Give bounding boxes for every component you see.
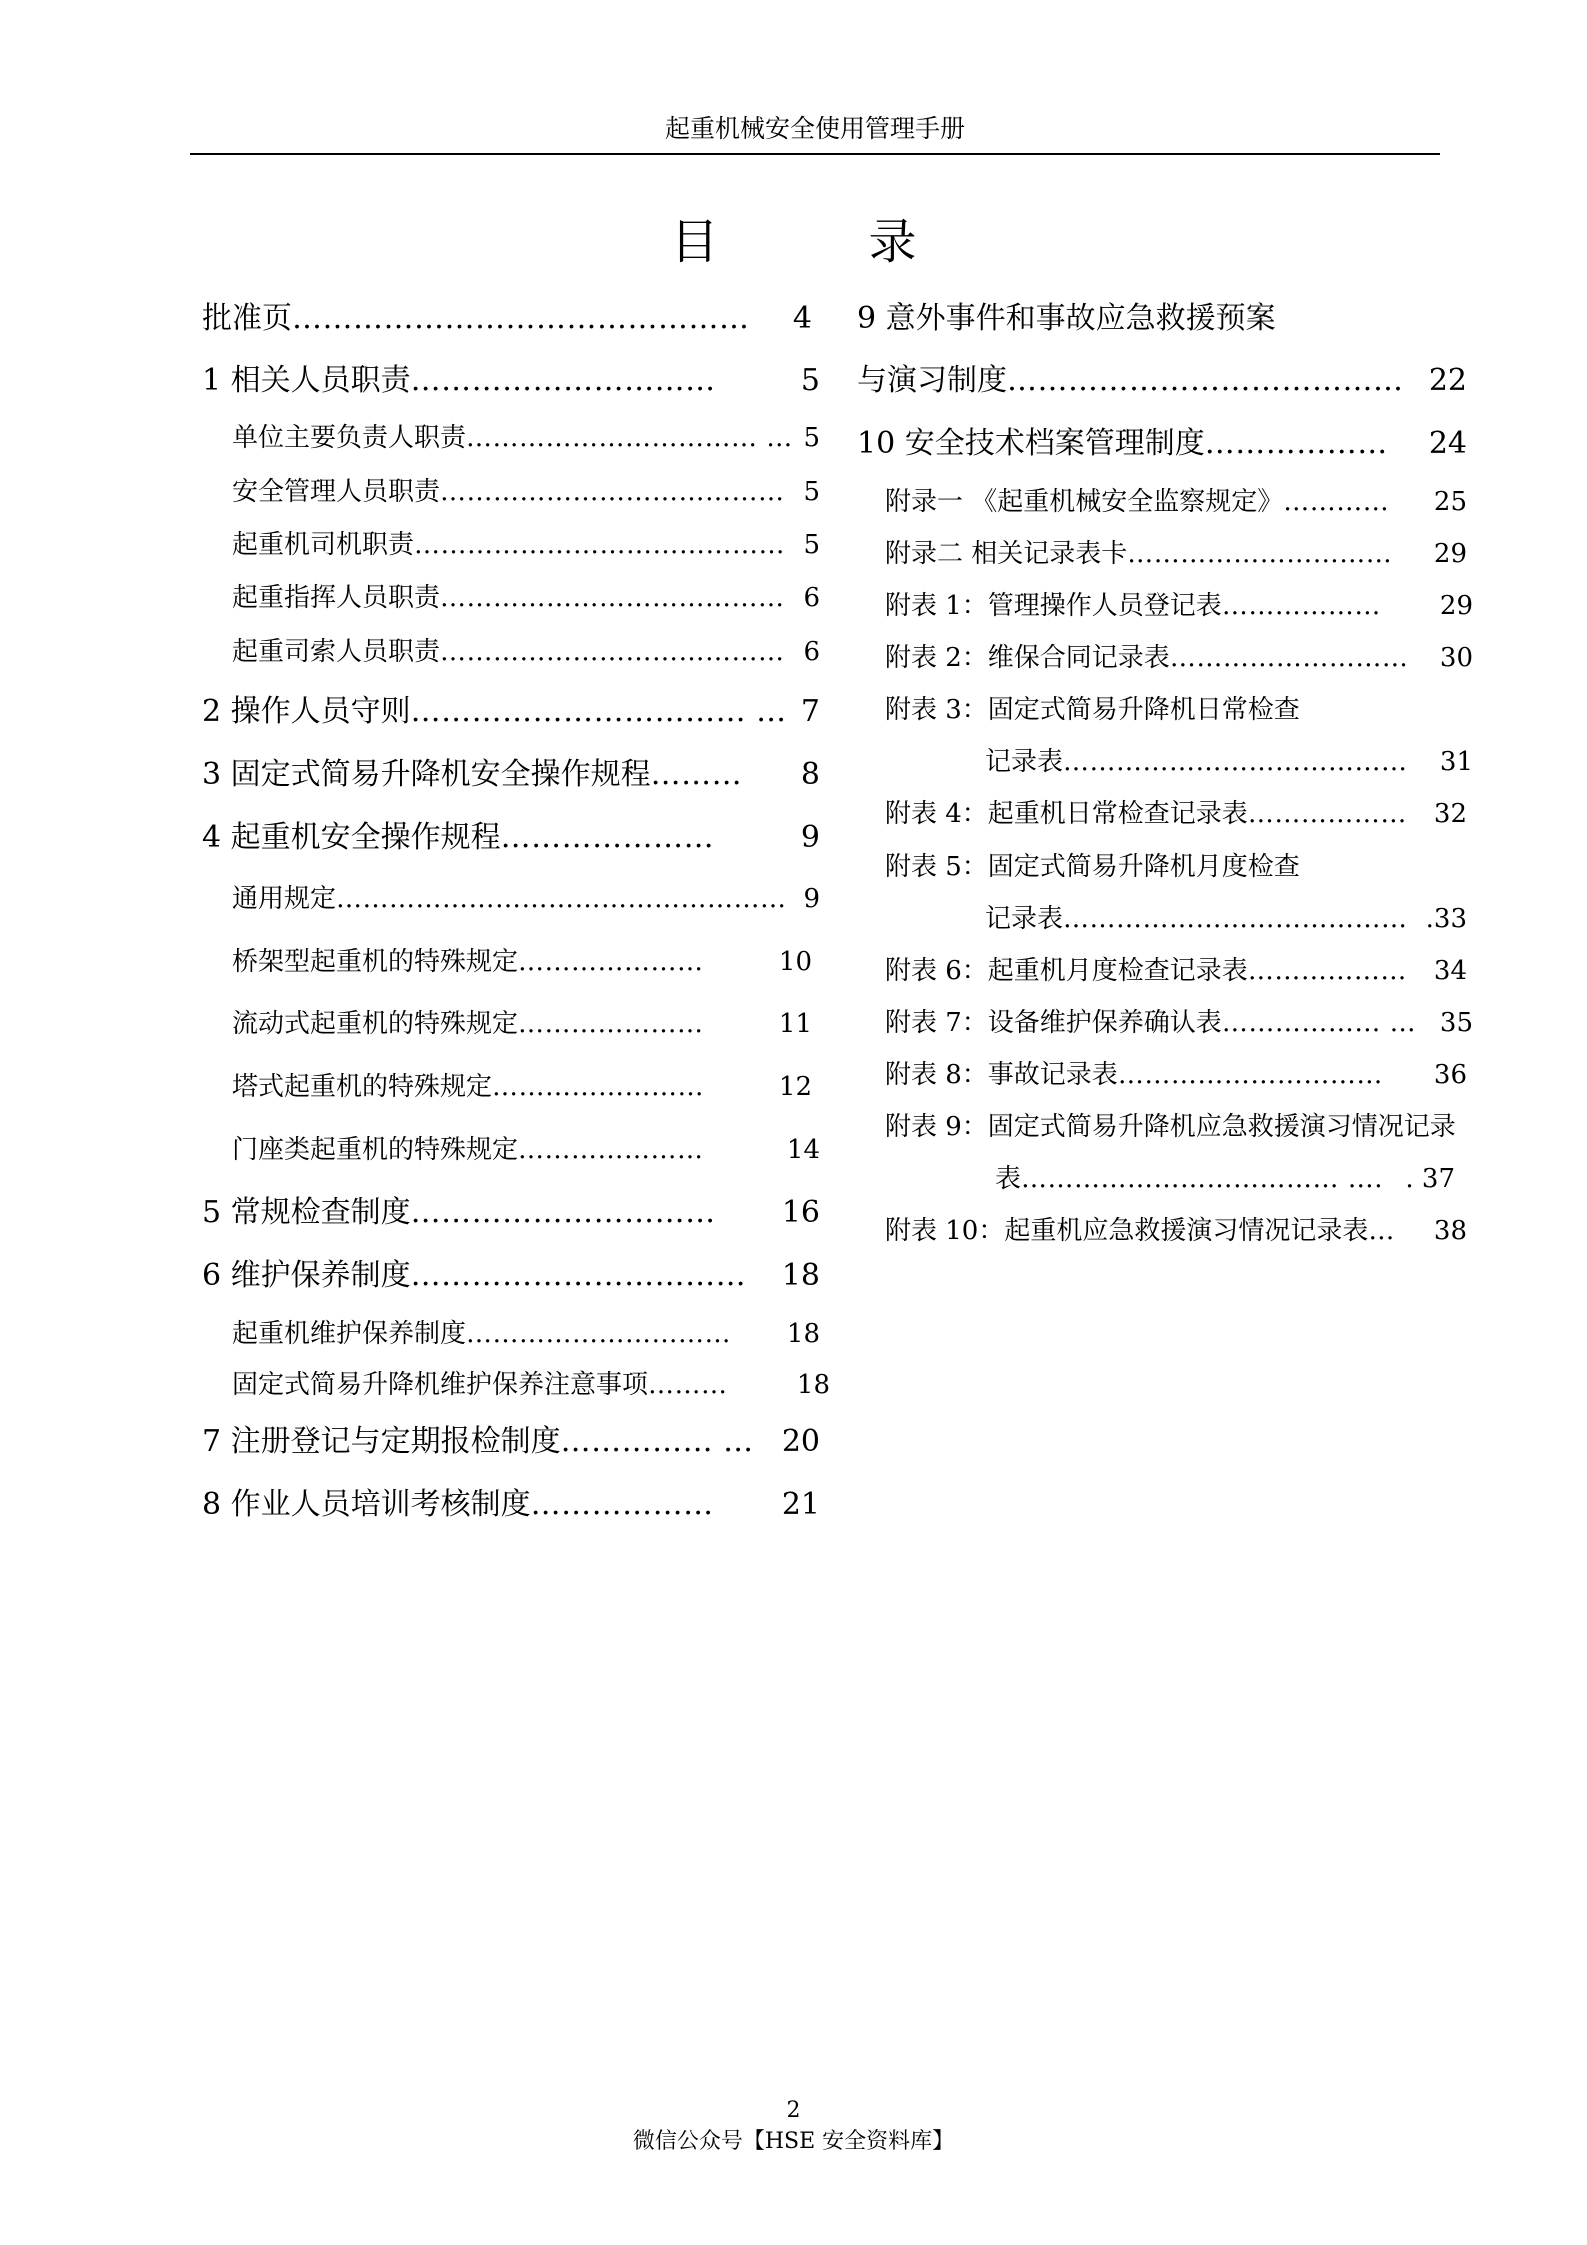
toc-entry-title: 9 意外事件和事故应急救援预案 [857, 301, 1276, 336]
toc-entry[interactable] [232, 1317, 820, 1351]
header-rule [190, 153, 1440, 155]
toc-entry-leader: ………………………………… [1063, 904, 1408, 934]
toc-entry-page: 31 [1439, 747, 1473, 777]
toc-entry[interactable] [885, 954, 1467, 988]
toc-entry-title: 6 维护保养制度 [202, 1258, 411, 1293]
toc-entry-title: 起重机维护保养制度 [232, 1319, 467, 1349]
toc-entry-title: 4 起重机安全操作规程 [202, 820, 501, 855]
running-header: 起重机械安全使用管理手册 [664, 114, 965, 143]
toc-entry-leader: ……………………………… …. [1021, 1164, 1384, 1194]
toc-entry-title: 附表 3：固定式简易升降机日常检查 [885, 695, 1300, 725]
toc-entry-leader: ………………… [518, 1135, 704, 1165]
toc-entry-title: 桥架型起重机的特殊规定 [232, 947, 519, 977]
toc-entry-title: 附表 10：起重机应急救援演习情况记录表 [885, 1216, 1369, 1246]
toc-entry-page: 36 [1433, 1060, 1467, 1090]
toc-entry[interactable] [232, 635, 820, 669]
toc-entry[interactable] [232, 1368, 830, 1402]
toc-entry[interactable] [232, 528, 820, 562]
toc-entry-leader: ……………… … [1221, 1008, 1417, 1038]
toc-entry-leader: …………………………… [410, 1258, 747, 1293]
toc-entry-title: 单位主要负责人职责 [232, 423, 467, 453]
toc-entry[interactable] [202, 1486, 820, 1524]
toc-entry-page: 16 [781, 1195, 820, 1230]
toc-entry-page: 6 [803, 583, 820, 613]
toc-entry-page: 9 [803, 884, 820, 914]
toc-entry-leader: ………………………… [1127, 539, 1393, 569]
toc-entry-title: 3 固定式简易升降机安全操作规程 [202, 757, 651, 792]
toc-entry-page: 18 [796, 1370, 830, 1400]
toc-entry-leader: …………………………… … [410, 694, 787, 729]
toc-entry[interactable] [885, 850, 1467, 884]
toc-entry-leader: ……………………………………… [292, 301, 750, 336]
toc-entry-title: 批准页 [202, 301, 292, 336]
toc-entry-leader: …………………………………… [414, 530, 786, 560]
toc-entry[interactable] [202, 1257, 820, 1295]
toc-entry-title: 附表 1：管理操作人员登记表 [885, 591, 1222, 621]
toc-entry-title: 附表 2：维保合同记录表 [885, 643, 1170, 673]
toc-entry[interactable] [885, 1058, 1467, 1092]
toc-entry[interactable] [202, 756, 820, 794]
toc-entry[interactable] [885, 1006, 1473, 1040]
toc-entry-leader: ……… [648, 1370, 728, 1400]
toc-entry-leader: ………………………… [466, 1319, 732, 1349]
toc-entry-leader: ………………… [518, 1009, 704, 1039]
toc-entry-title: 流动式起重机的特殊规定 [232, 1009, 519, 1039]
toc-entry-title: 通用规定 [232, 884, 337, 914]
toc-entry-page: 34 [1433, 956, 1467, 986]
toc-entry-title: 8 作业人员培训考核制度 [202, 1487, 531, 1522]
toc-entry-leader: ………………… [518, 947, 704, 977]
toc-entry[interactable] [885, 1214, 1467, 1248]
page-number: 2 [786, 2098, 801, 2123]
toc-entry-title: 起重指挥人员职责 [232, 583, 441, 613]
toc-entry-page: 10 [778, 947, 812, 977]
toc-entry-title: 表 [995, 1164, 1022, 1194]
toc-entry[interactable] [885, 693, 1467, 727]
toc-entry-leader: ………………………… [410, 1195, 716, 1230]
toc-entry-title: 附表 5：固定式简易升降机月度检查 [885, 852, 1300, 882]
toc-entry[interactable] [232, 882, 820, 916]
toc-entry-page: 9 [800, 820, 820, 855]
toc-entry-leader: ………………………… [1117, 1060, 1383, 1090]
toc-entry-page: 35 [1439, 1008, 1473, 1038]
toc-entry-page: 7 [800, 694, 820, 729]
toc-entry-leader: ………… [1283, 487, 1390, 517]
toc-entry[interactable] [202, 819, 820, 857]
toc-entry-page: .33 [1425, 904, 1467, 934]
toc-entry-title: 记录表 [985, 747, 1064, 777]
toc-entry-title: 10 安全技术档案管理制度 [857, 426, 1205, 461]
toc-entry-leader: ………………………………… [440, 637, 785, 667]
toc-entry[interactable] [202, 693, 820, 731]
toc-entry-title: 5 常规检查制度 [202, 1195, 411, 1230]
toc-entry-page: 22 [1428, 363, 1467, 398]
toc-entry-title: 附录二 相关记录表卡 [885, 539, 1128, 569]
toc-entry-leader: ………………………………… [1063, 747, 1408, 777]
toc-entry-title: 与演习制度 [857, 363, 1007, 398]
toc-entry[interactable] [232, 945, 812, 979]
toc-entry-title: 起重机司机职责 [232, 530, 415, 560]
toc-entry-page: 6 [803, 637, 820, 667]
toc-entry-page: 5 [803, 477, 820, 507]
toc-entry-title: 附表 4：起重机日常检查记录表 [885, 799, 1248, 829]
toc-entry-leader: ………………………………… [440, 477, 785, 507]
toc-entry-page: 5 [800, 363, 820, 398]
toc-entry-page: 24 [1428, 426, 1467, 461]
toc-entry-leader: … [1368, 1216, 1395, 1246]
toc-entry-title: 附表 7：设备维护保养确认表 [885, 1008, 1222, 1038]
toc-entry-leader: ……………… [1247, 799, 1407, 829]
toc-entry[interactable] [885, 797, 1467, 831]
toc-entry-title: 附表 9：固定式简易升降机应急救援演习情况记录 [885, 1112, 1456, 1142]
toc-entry[interactable] [985, 745, 1473, 779]
toc-entry-page: 14 [786, 1135, 820, 1165]
toc-entry[interactable] [232, 1007, 812, 1041]
toc-entry-leader: …………………………………………… [336, 884, 787, 914]
toc-entry-page: 11 [778, 1009, 812, 1039]
toc-entry-page: 5 [803, 423, 820, 453]
toc-entry-page: 32 [1433, 799, 1467, 829]
toc-entry[interactable] [232, 475, 820, 509]
toc-entry[interactable] [857, 300, 1467, 338]
toc-entry-leader: ……………………… [1169, 643, 1409, 673]
toc-entry[interactable] [985, 902, 1467, 936]
toc-entry-page: 4 [792, 301, 812, 336]
toc-entry-title: 固定式简易升降机维护保养注意事项 [232, 1370, 649, 1400]
toc-entry-page: 18 [781, 1258, 820, 1293]
toc-entry-page: . 37 [1405, 1164, 1455, 1194]
toc-entry[interactable] [202, 362, 820, 400]
toc-entry[interactable] [232, 1070, 812, 1104]
toc-entry-title: 2 操作人员守则 [202, 694, 411, 729]
toc-entry-page: 20 [781, 1424, 820, 1459]
toc-entry-leader: …………………… [492, 1072, 705, 1102]
toc-entry-page: 38 [1433, 1216, 1467, 1246]
toc-entry[interactable] [885, 641, 1473, 675]
toc-entry-page: 25 [1433, 487, 1467, 517]
toc-entry[interactable] [232, 581, 820, 615]
toc-entry-leader: ……………… [1247, 956, 1407, 986]
toc-entry[interactable] [857, 425, 1467, 463]
toc-entry-leader: …………… … [560, 1424, 754, 1459]
toc-entry-page: 29 [1439, 591, 1473, 621]
toc-entry-title: 1 相关人员职责 [202, 363, 411, 398]
toc-entry[interactable] [202, 300, 812, 338]
toc-entry-title: 附表 6：起重机月度检查记录表 [885, 956, 1248, 986]
toc-entry-title: 7 注册登记与定期报检制度 [202, 1424, 561, 1459]
toc-entry[interactable] [885, 537, 1467, 571]
toc-entry-page: 21 [781, 1487, 820, 1522]
toc-entry-page: 8 [800, 757, 820, 792]
toc-entry-leader: ………………… [500, 820, 715, 855]
toc-entry[interactable] [857, 362, 1467, 400]
toc-entry[interactable] [232, 421, 820, 455]
toc-entry-leader: ………………………… [410, 363, 716, 398]
toc-entry-page: 29 [1433, 539, 1467, 569]
toc-entry[interactable] [202, 1194, 820, 1232]
toc-entry-title: 塔式起重机的特殊规定 [232, 1072, 493, 1102]
toc-entry[interactable] [885, 485, 1467, 519]
toc-entry-leader: ……………… [1204, 426, 1388, 461]
toc-entry[interactable] [885, 589, 1473, 623]
toc-entry-title: 门座类起重机的特殊规定 [232, 1135, 519, 1165]
toc-entry-page: 30 [1439, 643, 1473, 673]
toc-entry-title: 安全管理人员职责 [232, 477, 441, 507]
toc-entry-page: 5 [803, 530, 820, 560]
toc-entry-leader: ………………………………… [440, 583, 785, 613]
toc-entry-leader: ……… [650, 757, 743, 792]
toc-entry-page: 18 [786, 1319, 820, 1349]
page-title: 目录 [670, 214, 1067, 270]
toc-entry[interactable] [885, 1110, 1535, 1144]
toc-entry-title: 附录一 《起重机械安全监察规定》 [885, 487, 1284, 517]
toc-entry-leader: ………………………………… [1007, 363, 1404, 398]
toc-entry[interactable] [995, 1162, 1455, 1196]
toc-entry[interactable] [232, 1133, 820, 1167]
toc-entry-leader: ……………… [1221, 591, 1381, 621]
toc-entry[interactable] [202, 1423, 820, 1461]
toc-entry-leader: ……………… [530, 1487, 714, 1522]
toc-entry-leader: …………………………… … [466, 423, 793, 453]
toc-entry-title: 记录表 [985, 904, 1064, 934]
toc-entry-page: 12 [778, 1072, 812, 1102]
footer-note: 微信公众号【HSE 安全资料库】 [632, 2129, 955, 2154]
toc-entry-title: 附表 8：事故记录表 [885, 1060, 1118, 1090]
toc-entry-title: 起重司索人员职责 [232, 637, 441, 667]
